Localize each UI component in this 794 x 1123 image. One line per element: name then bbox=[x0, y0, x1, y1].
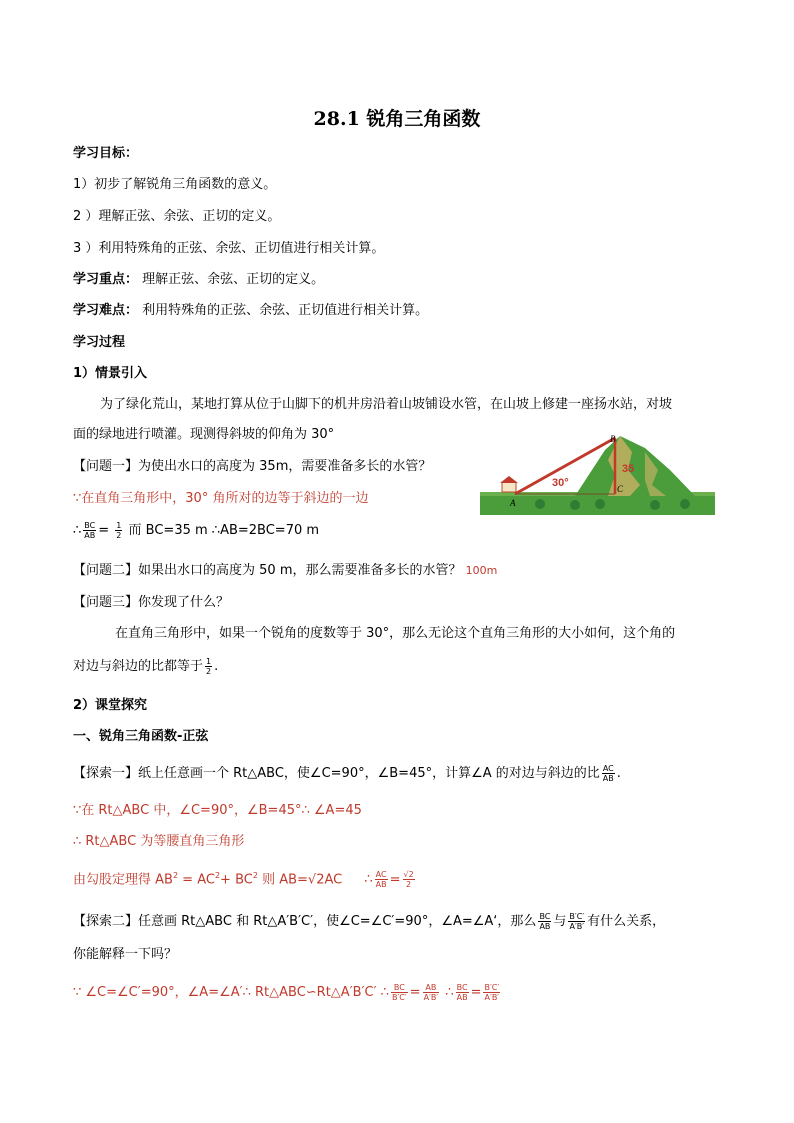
key-point-text: 理解正弦、余弦、正切的定义。 bbox=[142, 272, 325, 287]
question-3-label: 【问题三】 bbox=[73, 595, 139, 610]
equals-sign: = bbox=[98, 523, 110, 538]
finding-line1: 在直角三角形中，如果一个锐角的度数等于 30°，那么无论这个直角三角形的大小如何，这个角的 bbox=[115, 626, 676, 641]
fraction-numerator: BC bbox=[456, 983, 468, 992]
finding-line2 bbox=[73, 657, 218, 676]
difficulty bbox=[73, 302, 428, 320]
pythagoras-text: + BC bbox=[220, 872, 253, 888]
exploration-2-text: 任意画 Rt△ABC 和 Rt△A′B′C′，使∠C=∠C′=90°，∠A=∠A‘，那么 bbox=[138, 914, 537, 929]
exploration-2-line2: 你能解释一下吗？ bbox=[73, 947, 178, 962]
question-3-text: 你发现了什么？ bbox=[138, 595, 230, 610]
page-title: 28.1 锐角三角函数 bbox=[313, 108, 481, 130]
question-1-solution bbox=[73, 521, 319, 540]
fraction-bc-ab-prime bbox=[568, 912, 585, 931]
question-1 bbox=[73, 458, 431, 476]
fraction bbox=[391, 983, 408, 1002]
equals-sign: = bbox=[389, 872, 401, 888]
period: . bbox=[214, 659, 219, 674]
point-c-label: C bbox=[617, 484, 624, 494]
fraction bbox=[456, 983, 469, 1002]
fraction-numerator: B′C′ bbox=[484, 983, 500, 992]
fraction bbox=[423, 983, 440, 1002]
exploration-1-step2: ∴ Rt△ABC 为等腰直角三角形 bbox=[73, 834, 245, 849]
exploration-1-step1: ∵在 Rt△ABC 中，∠C=90°，∠B=45°∴ ∠A=45 bbox=[73, 803, 362, 818]
period: . bbox=[616, 766, 621, 781]
goal-item-2: 2 ）理解正弦、余弦、正切的定义。 bbox=[73, 209, 281, 224]
intro-para-line2: 面的绿地进行喷灌。现测得斜坡的仰角为 30° bbox=[73, 427, 335, 442]
fraction-numerator: BC bbox=[391, 983, 408, 993]
tree bbox=[650, 500, 660, 510]
key-point bbox=[73, 271, 324, 289]
fraction-ac-ab bbox=[375, 870, 388, 889]
fraction-numerator: BC bbox=[84, 521, 96, 530]
fraction-numerator: AB bbox=[423, 983, 440, 993]
fraction-numerator: B′C′ bbox=[569, 912, 585, 921]
fraction-numerator: √2 bbox=[403, 870, 414, 880]
fraction-bc-ab bbox=[83, 521, 96, 540]
fraction bbox=[483, 983, 500, 1002]
exploration-2 bbox=[73, 912, 665, 931]
exploration-2-answer bbox=[73, 983, 502, 1002]
question-1-reason: ∵在直角三角形中，30° 角所对的边等于斜边的一边 bbox=[73, 491, 369, 506]
fraction-numerator: 1 bbox=[206, 657, 212, 666]
tree bbox=[570, 500, 580, 510]
point-b-label: B bbox=[610, 434, 616, 444]
tree bbox=[595, 499, 605, 509]
point-a-label: A bbox=[510, 498, 516, 508]
fraction-denominator: AB bbox=[84, 531, 96, 540]
question-1-rest: 而 BC=35 m ∴AB=2BC=70 m bbox=[128, 523, 320, 538]
height-label: 35 bbox=[622, 463, 635, 475]
fraction-numerator: BC bbox=[539, 912, 551, 921]
exploration-1-text: 纸上任意画一个 Rt△ABC，使∠C=90°，∠B=45°，计算∠A 的对边与斜边的比 bbox=[138, 766, 600, 781]
exploration-1 bbox=[73, 764, 621, 783]
exponent: 2 bbox=[214, 871, 221, 880]
pythagoras-text: = AC bbox=[178, 872, 215, 888]
fraction-denominator: B′C′ bbox=[391, 993, 407, 1002]
exponent: 2 bbox=[172, 871, 179, 880]
fraction-denominator: AB bbox=[539, 922, 551, 931]
exponent: 2 bbox=[252, 871, 258, 880]
goal-item-1: 1）初步了解锐角三角函数的意义。 bbox=[73, 177, 277, 192]
equals-sign: = bbox=[409, 985, 421, 1000]
fraction-denominator: AB bbox=[602, 774, 614, 783]
answer-text: ∵ ∠C=∠C′=90°，∠A=∠A′∴ Rt△ABC∽Rt△A′B′C′ ∴ bbox=[73, 985, 389, 1000]
fraction-ac-ab bbox=[602, 764, 615, 783]
therefore-symbol: ∴ bbox=[73, 523, 82, 538]
exploration-2-text: 与 bbox=[553, 914, 567, 929]
fraction-numerator: AC bbox=[375, 870, 387, 880]
fraction-numerator: AC bbox=[602, 764, 614, 773]
pythagoras-text: 由勾股定理得 AB bbox=[73, 872, 173, 888]
question-2-answer: 100m bbox=[465, 564, 498, 577]
fraction-bc-ab bbox=[538, 912, 551, 931]
exploration-2-text: 有什么关系， bbox=[587, 914, 666, 929]
difficulty-label: 学习难点： bbox=[73, 303, 139, 318]
exploration-1-step3 bbox=[73, 867, 417, 889]
fraction-one-half bbox=[205, 657, 212, 676]
process-heading: 学习过程 bbox=[73, 335, 126, 350]
fraction-denominator: 2 bbox=[406, 880, 412, 890]
sine-heading: 一、锐角三角函数-正弦 bbox=[73, 729, 209, 744]
section2-heading: 2）课堂探究 bbox=[73, 698, 148, 713]
equals-sign: = bbox=[470, 985, 482, 1000]
difficulty-text: 利用特殊角的正弦、余弦、正切值进行相关计算。 bbox=[142, 303, 429, 318]
exploration-1-label: 【探索一】 bbox=[73, 766, 139, 781]
goal-item-3: 3 ）利用特殊角的正弦、余弦、正切值进行相关计算。 bbox=[73, 241, 385, 256]
exploration-2-label: 【探索二】 bbox=[73, 914, 139, 929]
fraction-denominator: AB bbox=[456, 993, 468, 1002]
finding-line2-text: 对边与斜边的比都等于 bbox=[73, 659, 204, 674]
fraction-denominator: 2 bbox=[206, 667, 212, 676]
tree bbox=[680, 499, 690, 509]
section1-heading: 1）情景引入 bbox=[73, 366, 148, 381]
angle-label: 30° bbox=[552, 477, 569, 489]
fraction-denominator: A′B′ bbox=[569, 922, 585, 931]
key-point-label: 学习重点： bbox=[73, 272, 139, 287]
fraction-denominator: 2 bbox=[116, 531, 122, 540]
pump-house bbox=[502, 482, 516, 492]
therefore-symbol: ∴ bbox=[364, 872, 373, 888]
question-2-text: 如果出水口的高度为 50 m，那么需要准备多长的水管？ bbox=[138, 563, 462, 578]
question-2 bbox=[73, 562, 497, 580]
question-2-label: 【问题二】 bbox=[73, 563, 139, 578]
intro-para-line1: 为了绿化荒山，某地打算从位于山脚下的机井房沿着山坡铺设水管，在山坡上修建一座扬水站，对坡 bbox=[100, 397, 673, 412]
fraction-one-half bbox=[115, 521, 122, 540]
fraction-denominator: A′B′ bbox=[484, 993, 500, 1002]
mountain-slope-figure bbox=[480, 430, 715, 515]
therefore-symbol: ∴ bbox=[445, 985, 454, 1000]
fraction-denominator: AB bbox=[375, 880, 387, 890]
fraction-denominator: A′B′ bbox=[423, 993, 439, 1002]
tree bbox=[535, 499, 545, 509]
pythagoras-text: 则 AB=√2AC bbox=[257, 872, 343, 888]
goals-heading: 学习目标： bbox=[73, 146, 139, 161]
question-1-label: 【问题一】 bbox=[73, 459, 139, 474]
pump-house-roof bbox=[500, 476, 518, 483]
question-3 bbox=[73, 594, 229, 612]
fraction-numerator: 1 bbox=[116, 521, 122, 530]
fraction-root2-over-2 bbox=[403, 870, 415, 889]
question-1-text: 为使出水口的高度为 35m，需要准备多长的水管？ bbox=[138, 459, 432, 474]
